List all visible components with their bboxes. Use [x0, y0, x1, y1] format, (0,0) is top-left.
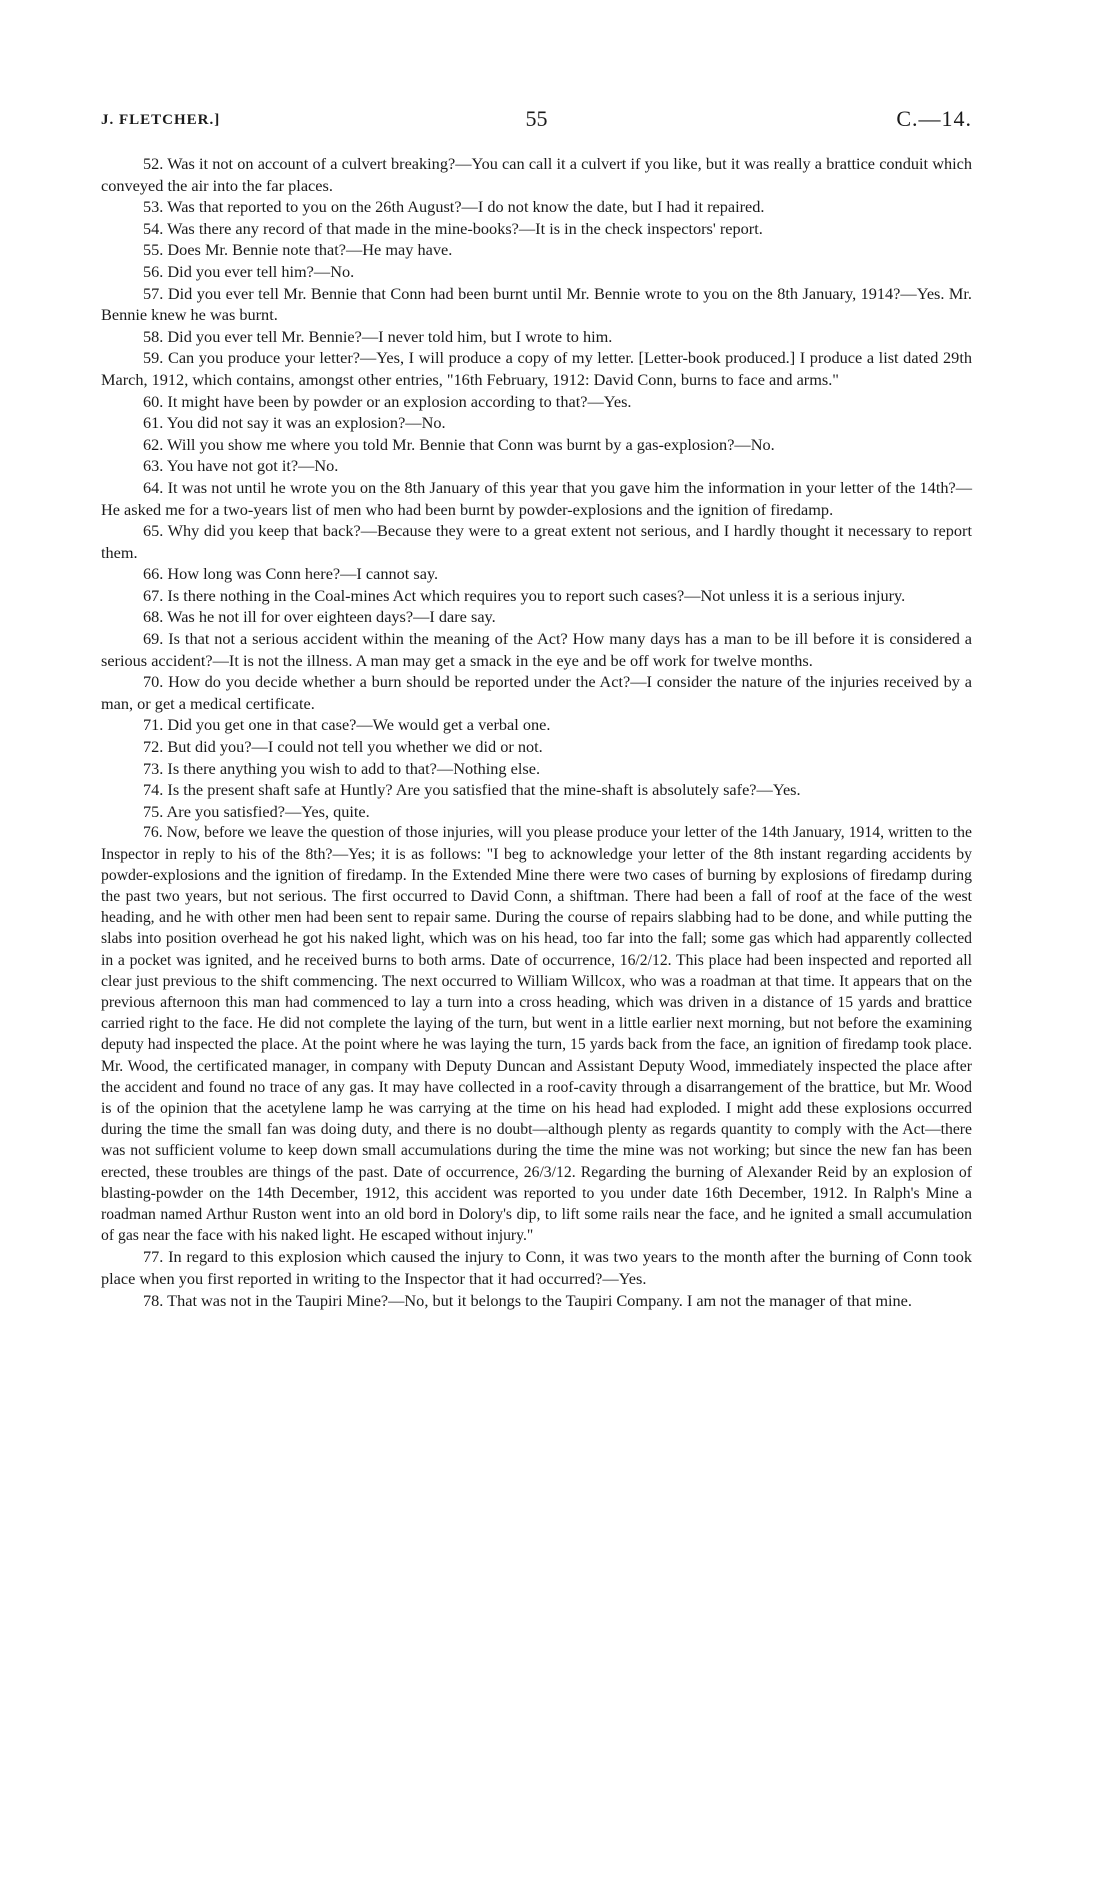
- question-53: 53. Was that reported to you on the 26th August?—I do not know the date, but I had it repaired.: [143, 197, 765, 217]
- question-65: 65. Why did you keep that back?—Because they were to a great extent not serious, and I hardly thought it necessary to report them.: [101, 521, 972, 562]
- page-header: [101, 106, 972, 138]
- question-52: 52. Was it not on account of a culvert breaking?—You can call it a culvert if you like, but it was really a brattice conduit which conveyed the air into the far places.: [101, 154, 972, 195]
- question-72: 72. But did you?—I could not tell you whether we did or not.: [143, 737, 543, 757]
- question-57: 57. Did you ever tell Mr. Bennie that Conn had been burnt until Mr. Bennie wrote to you on the 8th January, 1914?—Yes. Mr. Bennie knew he was burnt.: [101, 283, 972, 325]
- question-60: 60. It might have been by powder or an explosion according to that?—Yes.: [143, 391, 632, 411]
- question-62: 62. Will you show me where you told Mr. Bennie that Conn was burnt by a gas-explosion?—No.: [143, 434, 775, 454]
- page-number: 55: [525, 106, 548, 131]
- question-77: 77. In regard to this explosion which caused the injury to Conn, it was two years to the month after the burning of Conn took place when you first reported in writing to the Inspector that it had occurred?—Yes.: [101, 1247, 972, 1289]
- question-64: 64. It was not until he wrote you on the 8th January of this year that you gave him the information in your letter of the 14th?—He asked me for a two-years list of men who had been burnt by powder-explosions and the ignition of firedamp.: [101, 477, 972, 519]
- question-54: 54. Was there any record of that made in the mine-books?—It is in the check inspectors' report.: [143, 218, 763, 238]
- question-76: 76. Now, before we leave the question of those injuries, will you please produce your letter of the 14th January, 1914, written to the Inspector in reply to his of the 8th?—Yes; it is as follows: "I beg to acknowledge your letter of the 8th instant regarding accidents by powder-explosions and the ignition of firedamp. In the Extended Mine there were two cases of burning by explosions of firedamp during the past two years, but not serious. The first occurred to David Conn, a shiftman. There had been a fall of roof at the face of the west heading, and he with other men had been sent to repair same. During the course of repairs slabbing had to be done, and while putting the slabs into position overhead he got his naked light, which was on his head, too far into the fall; some gas which had apparently collected in a pocket was ignited, and he received burns to both arms. Date of occurrence, 16/2/12. This place had been inspected and reported all clear just previous to the shift commencing. The next occurred to William Willcox, who was a roadman at that time. It appears that on the previous afternoon this man had commenced to lay a turn into a cross heading, which was driven in a distance of 15 yards and brattice carried right to the face. He did not complete the laying of the turn, but went in a little earlier next morning, but not before the examining deputy had inspected the place. At the point where he was laying the turn, 15 yards back from the face, an ignition of firedamp took place. Mr. Wood, the certificated manager, in company with Deputy Duncan and Assistant Deputy Wood, immediately inspected the place after the accident and found no trace of any gas. It may have collected in a roof-cavity through a disarrangement of the brattice, but Mr. Wood is of the opinion that the acetylene lamp he was carrying at the time on his head had exploded. I might add these explosions occurred during the time the small fan was doing duty, and there is no doubt—although plenty as regards quantity to comply with the Act—there was not sufficient volume to keep down small accumulations during the time the mine was not working; but since the new fan has been erected, these troubles are things of the past. Date of occurrence, 26/3/12. Regarding the burning of Alexander Reid by an explosion of blasting-powder on the 14th December, 1912, this accident was reported to you under date 16th December, 1912. In Ralph's Mine a roadman named Arthur Ruston went into an old bord in Dolory's dip, to lift some rails near the face, and he ignited a small accumulation of gas near the face with his naked light. He escaped without injury.": [101, 824, 972, 1245]
- question-66: 66. How long was Conn here?—I cannot say.: [143, 564, 439, 584]
- question-56: 56. Did you ever tell him?—No.: [143, 261, 355, 281]
- question-74: 74. Is the present shaft safe at Huntly? Are you satisfied that the mine-shaft is absolutely safe?—Yes.: [143, 780, 801, 800]
- document-reference: C.—14.: [896, 106, 972, 131]
- testimony-body: [101, 153, 972, 1311]
- question-63: 63. You have not got it?—No.: [143, 456, 339, 476]
- question-55: 55. Does Mr. Bennie note that?—He may have.: [143, 240, 453, 260]
- witness-name: J. FLETCHER.]: [101, 112, 221, 128]
- question-78: 78. That was not in the Taupiri Mine?—No, but it belongs to the Taupiri Company. I am not the manager of that mine.: [143, 1290, 912, 1310]
- question-59: 59. Can you produce your letter?—Yes, I will produce a copy of my letter. [Letter-book produced.] I produce a list dated 29th March, 1912, which contains, amongst other entries, "16th February, 1912: David Conn, burns to face and arms.": [101, 348, 972, 389]
- question-69: 69. Is that not a serious accident within the meaning of the Act? How many days has a man to be ill before it is considered a serious accident?—It is not the illness. A man may get a smack in the eye and be off work for twelve months.: [101, 629, 972, 670]
- question-75: 75. Are you satisfied?—Yes, quite.: [143, 801, 370, 821]
- question-58: 58. Did you ever tell Mr. Bennie?—I never told him, but I wrote to him.: [143, 326, 613, 346]
- question-68: 68. Was he not ill for over eighteen days?—I dare say.: [143, 607, 496, 627]
- question-70: 70. How do you decide whether a burn should be reported under the Act?—I consider the nature of the injuries received by a man, or get a medical certificate.: [101, 672, 972, 713]
- question-73: 73. Is there anything you wish to add to that?—Nothing else.: [143, 758, 541, 778]
- question-67: 67. Is there nothing in the Coal-mines Act which requires you to report such cases?—Not unless it is a serious injury.: [143, 585, 906, 605]
- question-71: 71. Did you get one in that case?—We would get a verbal one.: [143, 715, 551, 735]
- question-61: 61. You did not say it was an explosion?—No.: [143, 413, 446, 433]
